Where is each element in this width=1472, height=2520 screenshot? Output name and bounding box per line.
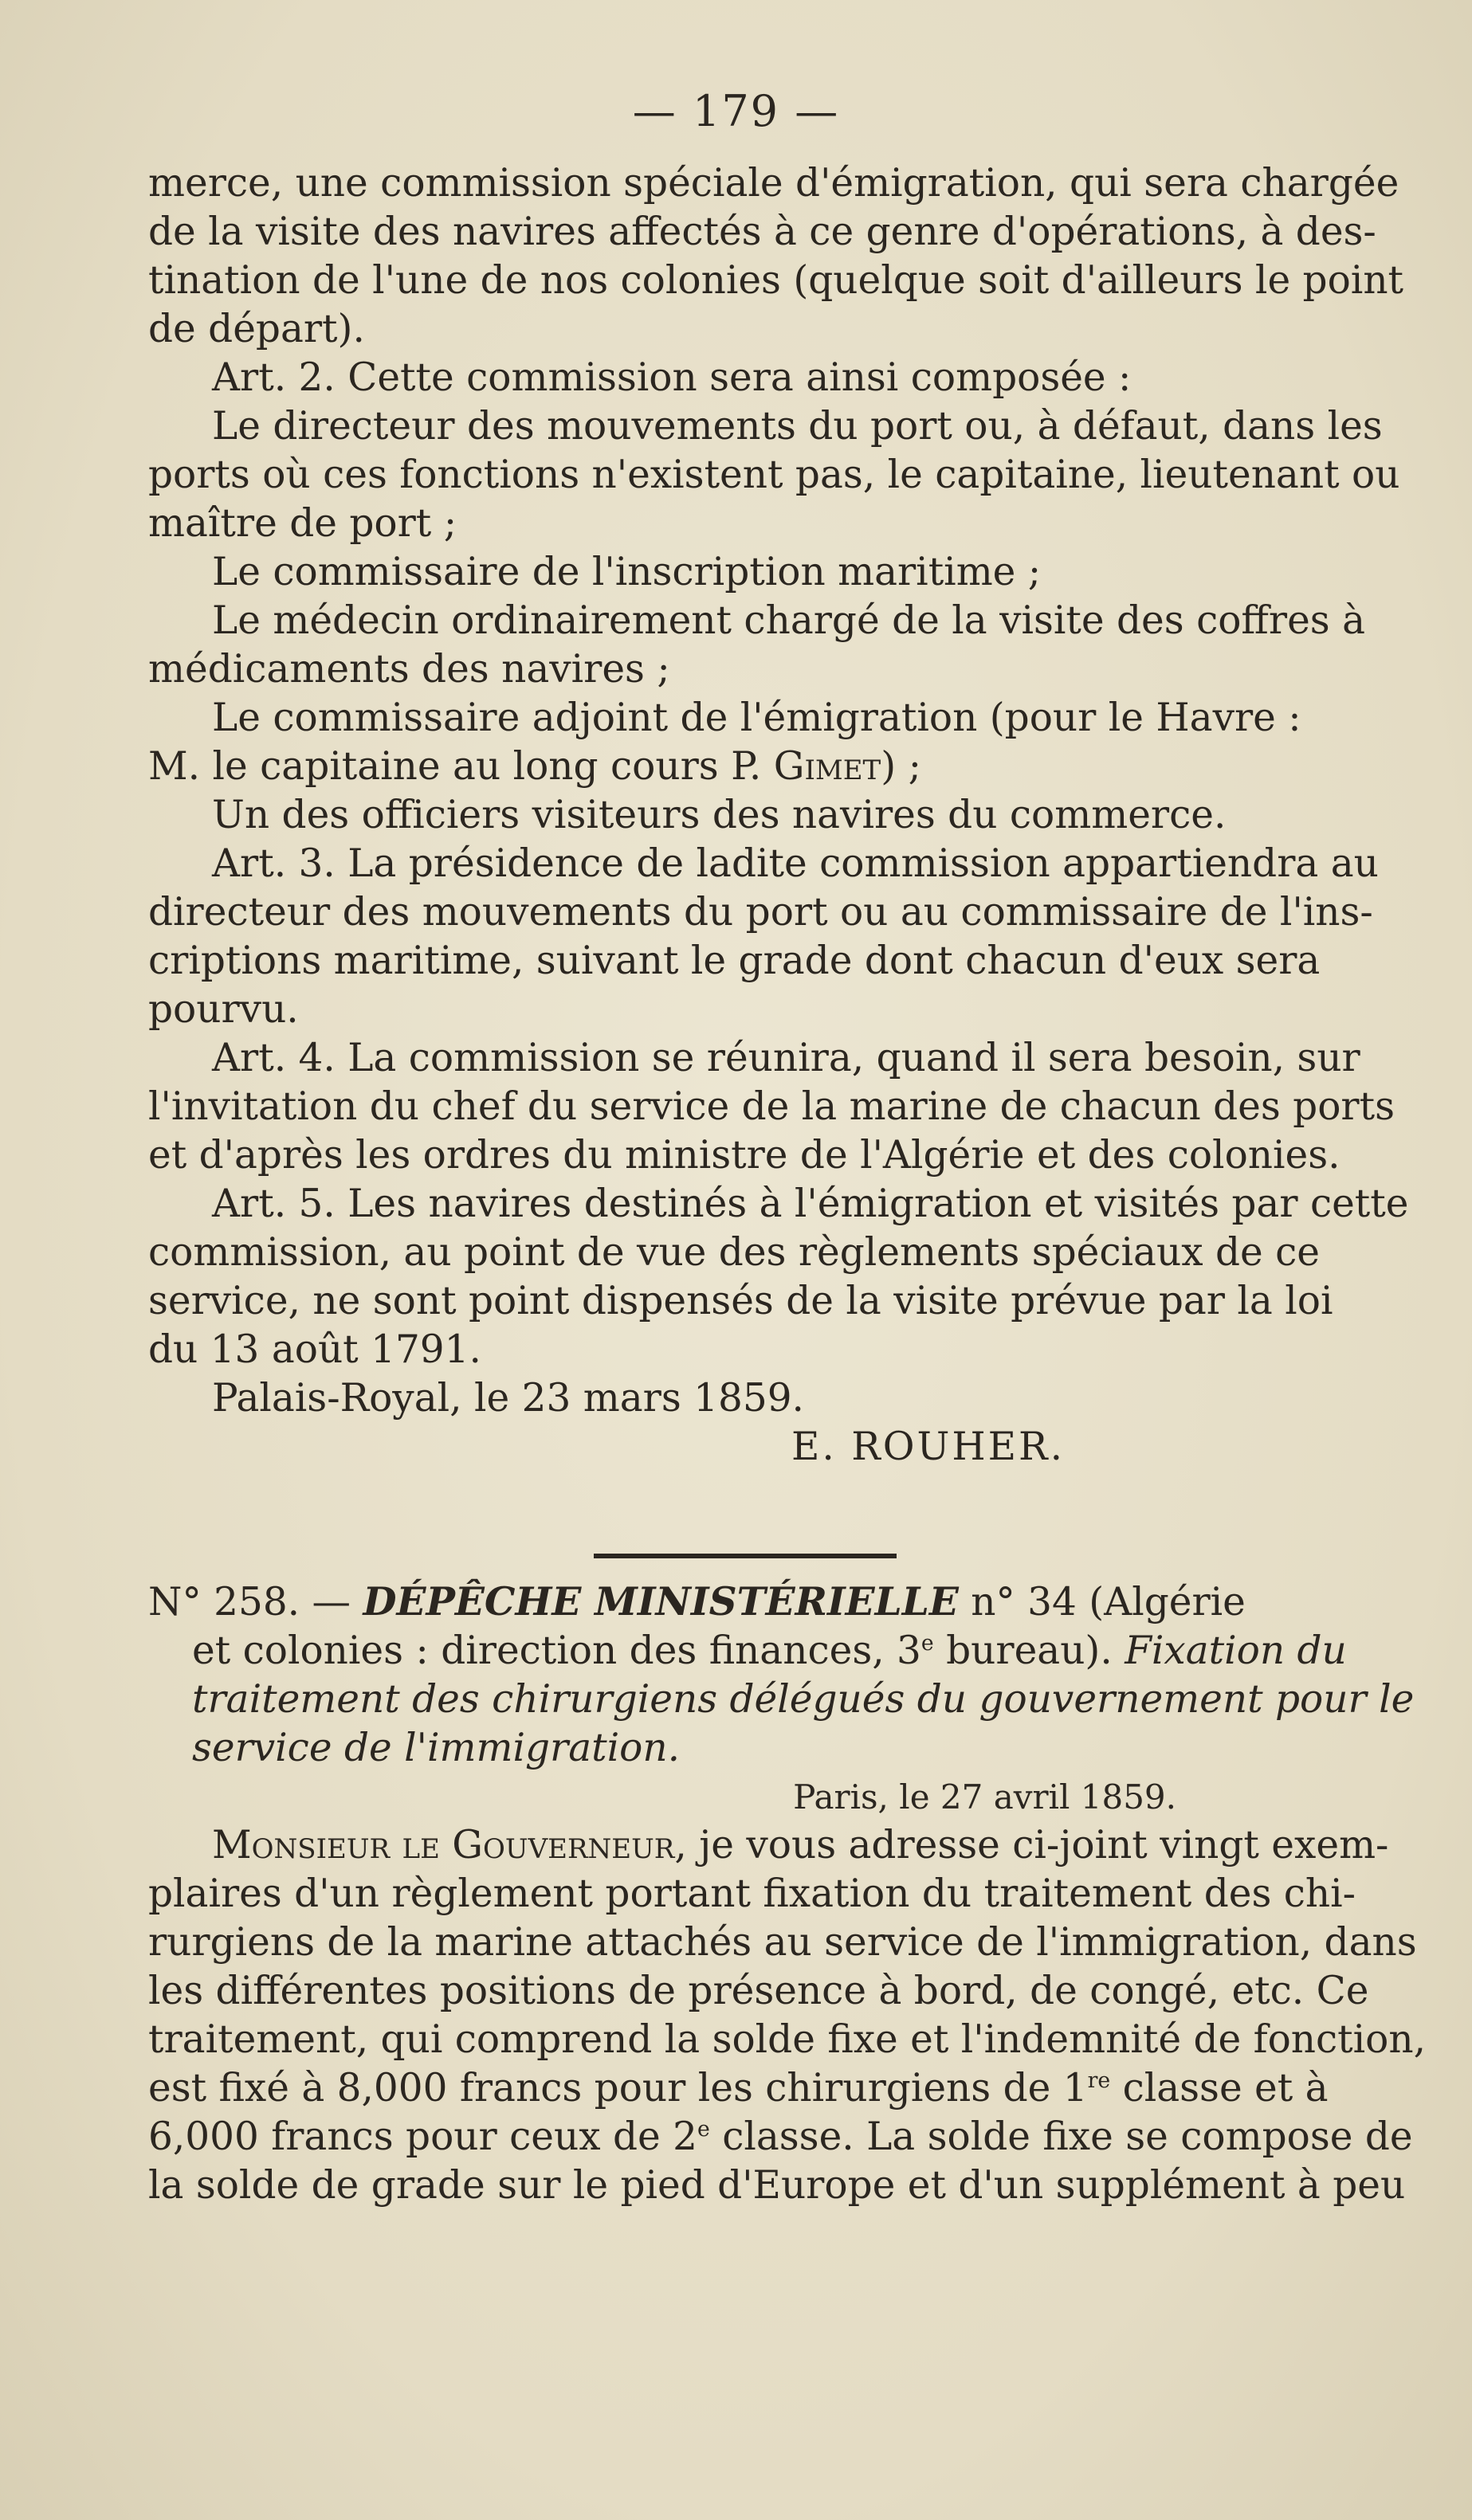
article-2-heading: Art. 2. Cette commission sera ainsi composée :: [212, 355, 1132, 400]
text-fragment: n° 34 (Algérie: [958, 1580, 1246, 1624]
text-fragment: ) ;: [881, 744, 921, 789]
text-line: pourvu.: [148, 987, 299, 1032]
text-line: service, ne sont point dispensés de la visite prévue par la loi: [148, 1279, 1333, 1323]
page-number: — 179 —: [632, 86, 840, 136]
text-line: [148, 2113, 1413, 2161]
article-4-heading: Art. 4. La commission se réunira, quand il sera besoin, sur: [212, 1036, 1360, 1080]
text-line: directeur des mouvements du port ou au commissaire de l'ins-: [148, 890, 1373, 935]
salutation: Monsieur le Gouverneur,: [212, 1823, 687, 1867]
signature: E. ROUHER.: [791, 1425, 1065, 1469]
superscript: e: [920, 1630, 934, 1656]
text-fragment: bureau).: [933, 1628, 1125, 1673]
text-line: [148, 2064, 1360, 2113]
text-line: commission, au point de vue des règlements spéciaux de ce: [148, 1230, 1320, 1275]
subject-text: Fixation du: [1125, 1628, 1347, 1673]
text-line: traitement, qui comprend la solde fixe et l'indemnité de fonction,: [148, 2017, 1427, 2062]
article-3-heading: Art. 3. La présidence de ladite commission appartiendra au: [212, 841, 1379, 886]
text-line: Le directeur des mouvements du port ou, à défaut, dans les: [212, 404, 1383, 449]
superscript: e: [697, 2116, 710, 2142]
subject-text: service de l'immigration.: [192, 1726, 680, 1770]
text-fragment: M. le capitaine au long cours P.: [148, 744, 774, 789]
person-name: Gimet: [773, 744, 881, 789]
document-number: N° 258. —: [148, 1580, 363, 1624]
text-line: ports où ces fonctions n'existent pas, le capitaine, lieutenant ou: [148, 453, 1400, 497]
text-line: [148, 743, 1360, 791]
document-title: DÉPÊCHE MINISTÉRIELLE: [363, 1579, 959, 1624]
text-line: médicaments des navires ;: [148, 647, 670, 692]
text-line: et d'après les ordres du ministre de l'Algérie et des colonies.: [148, 1133, 1341, 1178]
text-line: [148, 1821, 1389, 1870]
text-line: l'invitation du chef du service de la marine de chacun des ports: [148, 1084, 1395, 1129]
text-line: rurgiens de la marine attachés au service de l'immigration, dans: [148, 1920, 1417, 1965]
text-fragment: je vous adresse ci-joint vingt exem-: [686, 1823, 1389, 1867]
text-line: criptions maritime, suivant le grade dont chacun d'eux sera: [148, 939, 1321, 983]
section-divider: [594, 1554, 897, 1558]
superscript: re: [1087, 2067, 1111, 2093]
text-line: de départ).: [148, 307, 365, 351]
text-line: les différentes positions de présence à bord, de congé, etc. Ce: [148, 1969, 1369, 2013]
text-line: merce, une commission spéciale d'émigration, qui sera chargée: [148, 161, 1399, 206]
text-line: Un des officiers visiteurs des navires du commerce.: [212, 793, 1227, 837]
text-line: Le commissaire adjoint de l'émigration (pour le Havre :: [212, 696, 1301, 740]
text-line: [148, 1627, 1360, 1675]
text-line: de la visite des navires affectés à ce genre d'opérations, à des-: [148, 210, 1376, 254]
text-line: tination de l'une de nos colonies (quelque soit d'ailleurs le point: [148, 258, 1404, 303]
text-line: maître de port ;: [148, 501, 457, 546]
article-5-heading: Art. 5. Les navires destinés à l'émigration et visités par cette: [212, 1182, 1409, 1226]
text-line: Le commissaire de l'inscription maritime ;: [212, 550, 1042, 594]
text-line: plaires d'un règlement portant fixation du traitement des chi-: [148, 1871, 1356, 1916]
text-line: du 13 août 1791.: [148, 1327, 481, 1372]
text-fragment: 6,000 francs pour ceux de 2: [148, 2114, 697, 2159]
place-date: Palais-Royal, le 23 mars 1859.: [212, 1376, 804, 1421]
document-heading: [148, 1577, 1360, 1627]
text-fragment: et colonies : direction des finances, 3: [192, 1628, 921, 1673]
body-text: [148, 159, 1427, 2210]
text-line: la solde de grade sur le pied d'Europe et d'un supplément à peu: [148, 2163, 1406, 2208]
letter-date: Paris, le 27 avril 1859.: [793, 1777, 1176, 1817]
text-line: Le médecin ordinairement chargé de la visite des coffres à: [212, 598, 1365, 643]
text-fragment: classe. La solde fixe se compose de: [709, 2114, 1413, 2159]
text-fragment: classe et à: [1110, 2066, 1329, 2110]
text-fragment: est fixé à 8,000 francs pour les chirurgiens de 1: [148, 2066, 1088, 2110]
subject-text: traitement des chirurgiens délégués du gouvernement pour le: [192, 1677, 1415, 1722]
section-gap: [148, 1472, 1360, 1529]
